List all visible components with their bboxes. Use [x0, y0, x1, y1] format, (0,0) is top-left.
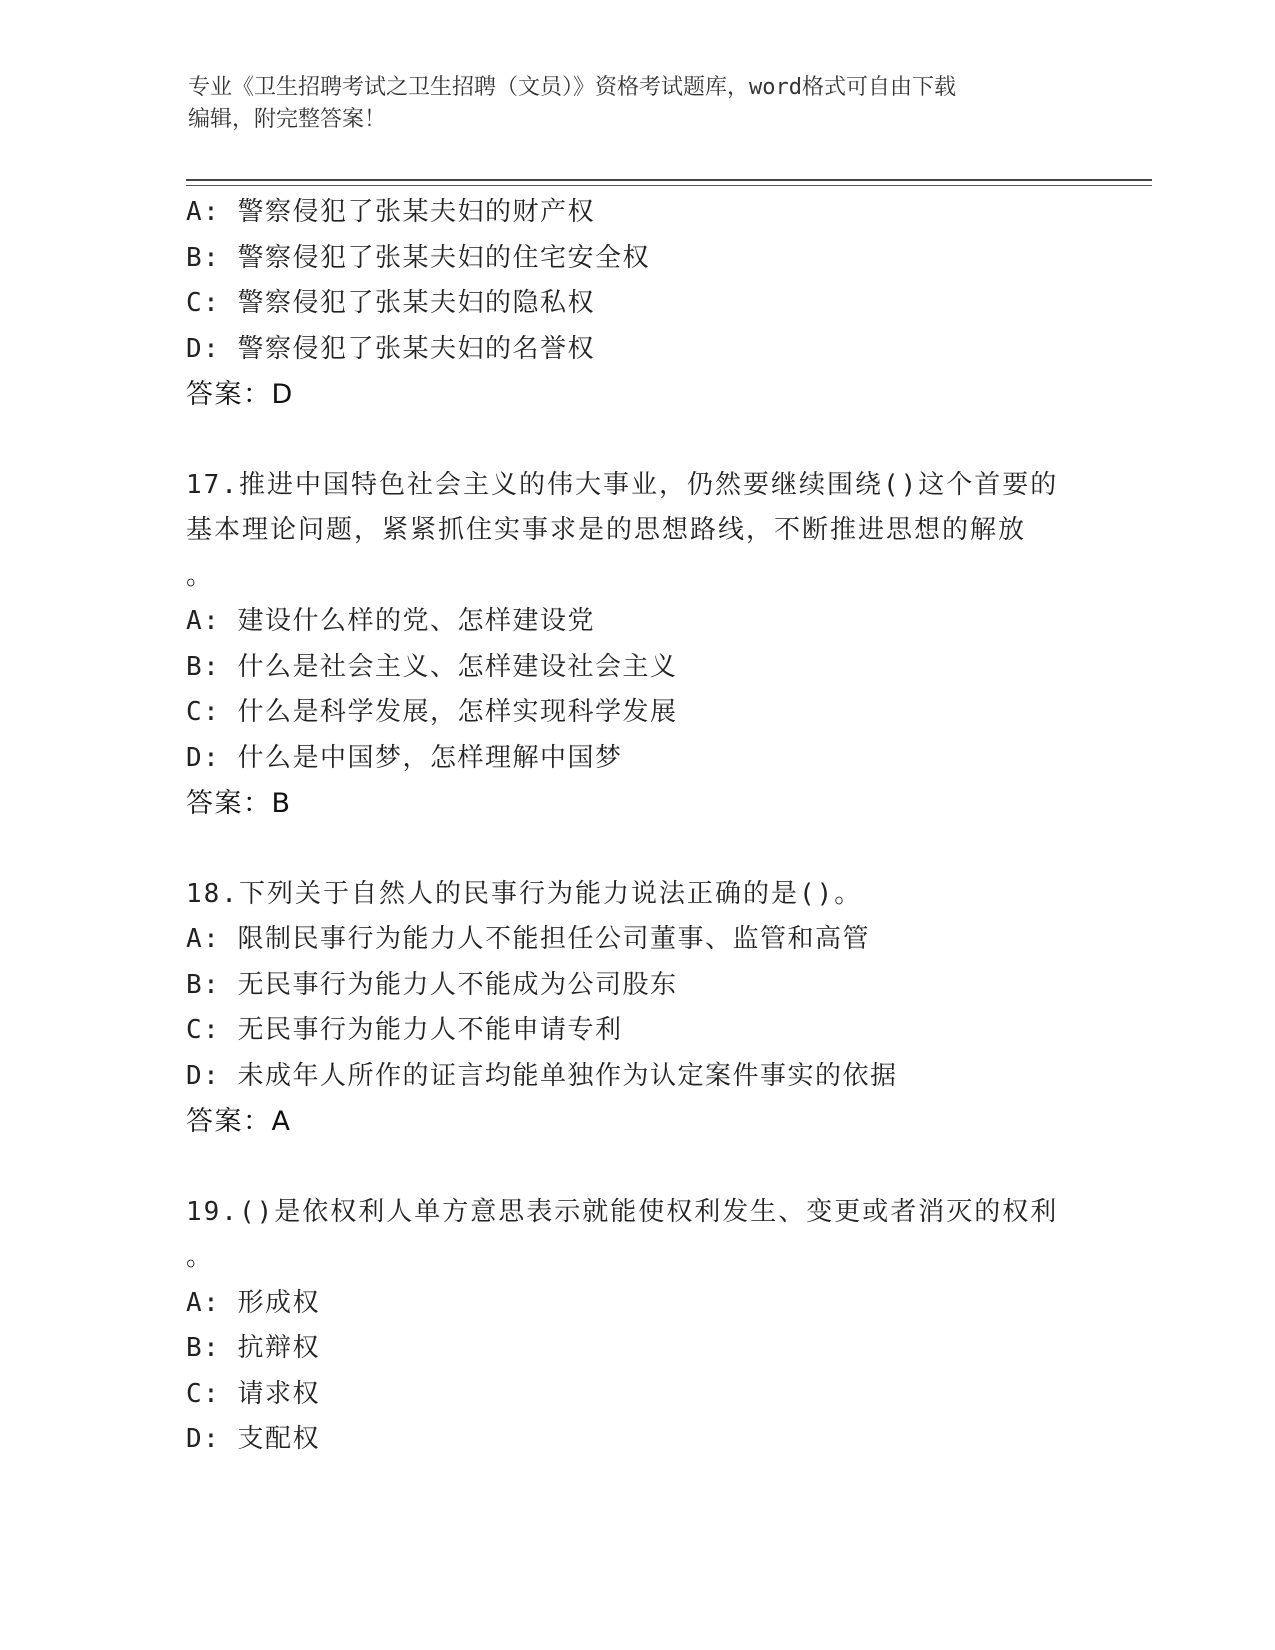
option-c: C: 请求权	[186, 1378, 320, 1409]
option-b: B: 警察侵犯了张某夫妇的住宅安全权	[186, 242, 650, 273]
document-header	[188, 72, 1068, 136]
answer: 答案：B	[186, 788, 292, 819]
option-d: D: 什么是中国梦，怎样理解中国梦	[186, 742, 623, 773]
question-stem: 。	[186, 560, 215, 591]
question-stem: 18.下列关于自然人的民事行为能力说法正确的是()。	[186, 878, 863, 909]
option-b: B: 无民事行为能力人不能成为公司股东	[186, 969, 678, 1000]
option-a: A: 限制民事行为能力人不能担任公司董事、监管和高管	[186, 924, 870, 954]
question-stem: 17.推进中国特色社会主义的伟大事业，仍然要继续围绕()这个首要的	[186, 469, 1059, 500]
question-list	[186, 190, 1086, 1463]
header-divider-thick	[186, 179, 1152, 181]
option-c: C: 警察侵犯了张某夫妇的隐私权	[186, 288, 595, 318]
question-19	[186, 1190, 1086, 1463]
question-16	[186, 190, 1086, 418]
question-18	[186, 872, 1086, 1145]
option-d: D: 警察侵犯了张某夫妇的名誉权	[186, 333, 595, 364]
question-17	[186, 463, 1086, 827]
answer: 答案：A	[186, 1106, 292, 1137]
option-d: D: 未成年人所作的证言均能单独作为认定案件事实的依据	[186, 1060, 898, 1091]
option-b: B: 什么是社会主义、怎样建设社会主义	[186, 651, 678, 682]
option-a: A: 警察侵犯了张某夫妇的财产权	[186, 197, 595, 227]
header-line-2: 编辑，附完整答案！	[188, 107, 387, 132]
option-a: A: 建设什么样的党、怎样建设党	[186, 606, 595, 636]
option-c: C: 什么是科学发展，怎样实现科学发展	[186, 697, 678, 727]
question-stem: 。	[186, 1242, 215, 1272]
option-a: A: 形成权	[186, 1287, 320, 1318]
header-divider-thin	[186, 185, 1152, 186]
option-c: C: 无民事行为能力人不能申请专利	[186, 1015, 623, 1045]
option-b: B: 抗辩权	[186, 1333, 320, 1363]
option-d: D: 支配权	[186, 1424, 320, 1454]
answer: 答案：D	[186, 379, 294, 410]
header-line-1: 专业《卫生招聘考试之卫生招聘（文员）》资格考试题库，word格式可自由下载	[188, 75, 956, 100]
question-stem: 基本理论问题，紧紧抓住实事求是的思想路线，不断推进思想的解放	[186, 515, 1027, 545]
question-stem: 19.()是依权利人单方意思表示就能使权利发生、变更或者消灭的权利	[186, 1196, 1059, 1227]
